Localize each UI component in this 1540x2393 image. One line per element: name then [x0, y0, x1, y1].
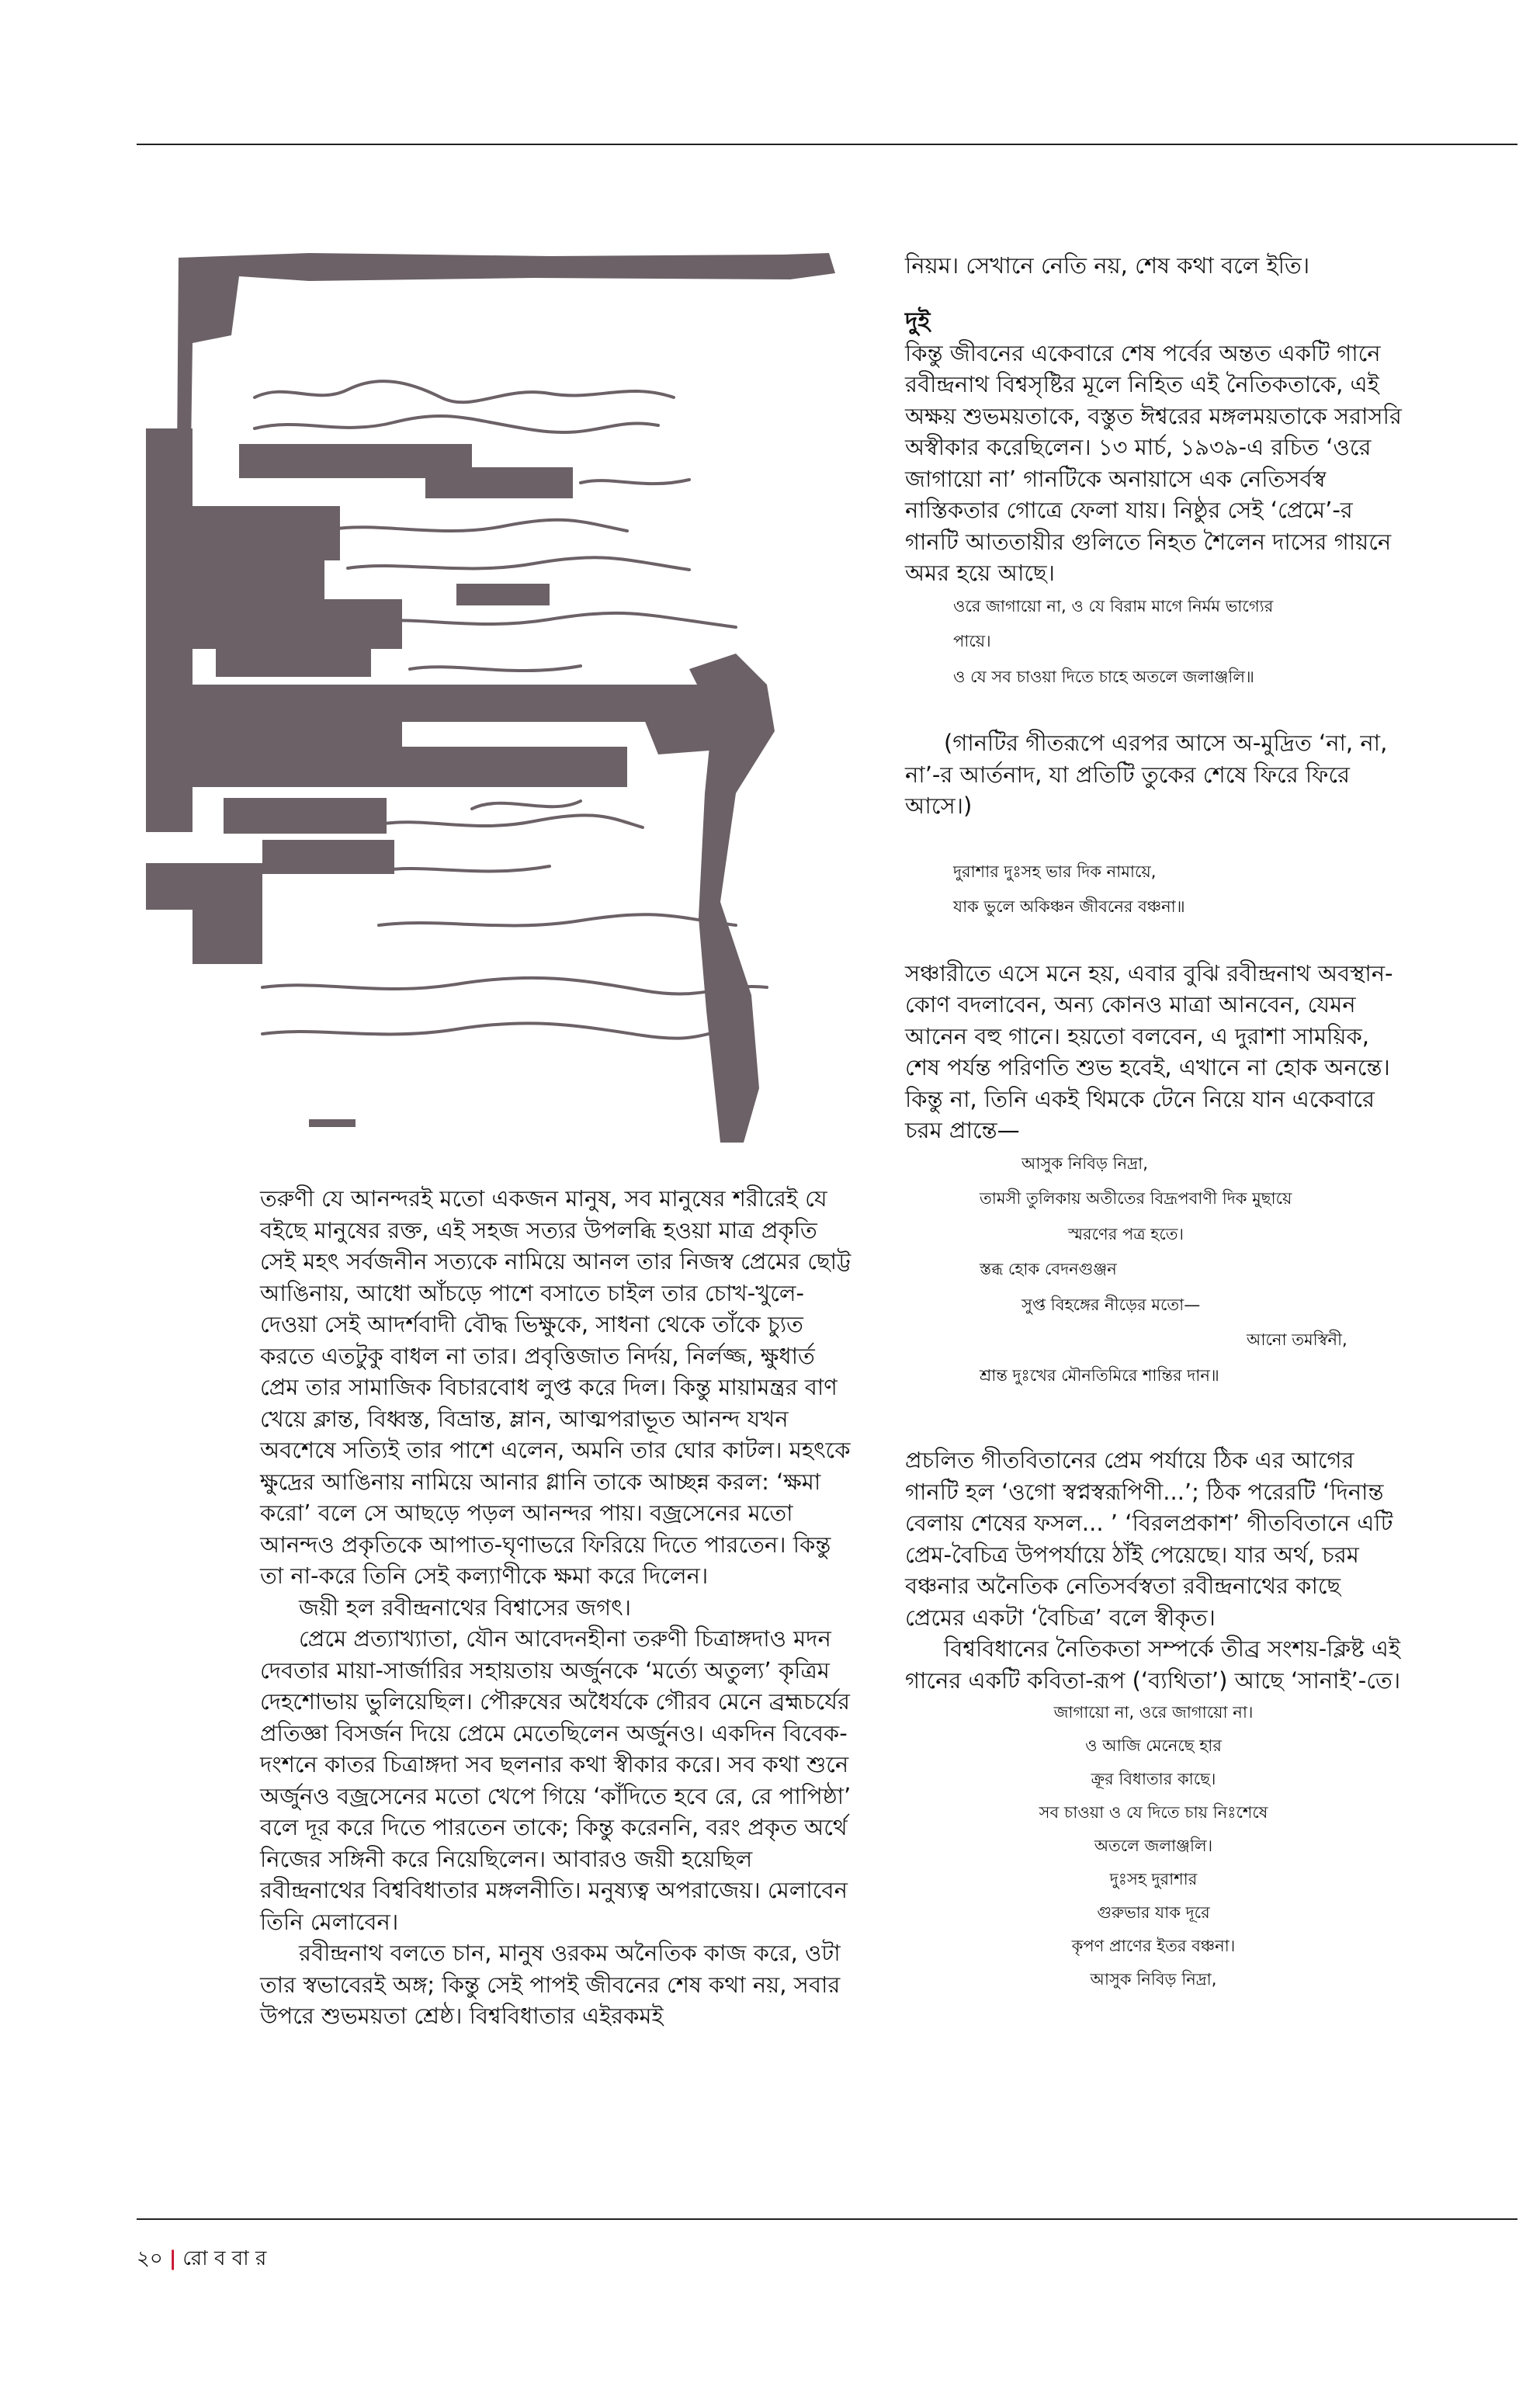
verse-line: আসুক নিবিড় নিদ্রা,: [1090, 1970, 1217, 1989]
verse-line: ওরে জাগায়ো না, ও যে বিরাম মাগে নির্মম ভাগ্যের: [953, 596, 1274, 616]
left-paragraph-1: তরুণী যে আনন্দরই মতো একজন মানুষ, সব মানুষের শরীরেই যে বইছে মানুষের রক্ত, এই সহজ সত্যর উপলব্ধি হওয়া মাত্র প্রকৃতি সেই মহৎ সর্বজনীন সত্যকে নামিয়ে আনল তার নিজস্ব প্রেমের ছোট্ট আঙিনায়, আধো আঁচড়ে পাশে বসাতে চাইল তার চোখ-খুলে-দেওয়া সেই আদর্শবাদী বৌদ্ধ ভিক্ষুকে, সাধনা থেকে তাঁকে চ্যুত করতে এতটুকু বাধল না তার। প্রবৃত্তিজাত নির্দয়, নির্লজ্জ, ক্ষুধার্ত প্রেম তার সামাজিক বিচারবোধ লুপ্ত করে দিল। কিন্তু মায়ামন্ত্রর বাণ খেয়ে ক্লান্ত, বিধ্বস্ত, বিভ্রান্ত, ম্লান, আত্মপরাভূত আনন্দ যখন অবশেষে সত্যিই তার পাশে এলেন, অমনি তার ঘোর কাটল। মহৎকে ক্ষুদ্রের আঙিনায় নামিয়ে আনার গ্লানি তাকে আচ্ছন্ন করল: ‘ক্ষমা করো’ বলে সে আছড়ে পড়ল আনন্দর পায়। বজ্রসেনের মতো আনন্দও প্রকৃতিকে আপাত-ঘৃণাভরে ফিরিয়ে দিতে পারতেন। কিন্তু তা না-করে তিনি সেই কল্যাণীকে ক্ষমা করে দিলেন।: [260, 1185, 852, 1589]
verse-line: অতলে জলাঞ্জলি।: [1094, 1836, 1213, 1855]
manuscript-image: [146, 250, 860, 1144]
verse-line: সুপ্ত বিহঙ্গের নীড়ের মতো—: [1021, 1295, 1201, 1314]
verse-line: দুরাশার দুঃসহ ভার দিক নামায়ে,: [953, 862, 1157, 881]
header-rule: [137, 144, 1517, 145]
footer-rule: [137, 2218, 1517, 2220]
verse-block-1: [905, 589, 1402, 695]
left-column: [260, 1183, 858, 2032]
page-footer: [137, 2242, 266, 2277]
left-paragraph-2: জয়ী হল রবীন্দ্রনাথের বিশ্বাসের জগৎ।: [299, 1594, 631, 1621]
left-paragraph-4: রবীন্দ্রনাথ বলতে চান, মানুষ ওরকম অনৈতিক কাজ করে, ওটা তার স্বভাবেরই অঙ্গ; কিন্তু সেই পাপই জীবনের শেষ কথা নয়, সবার উপরে শুভময়তা শ্রেষ্ঠ। বিশ্ববিধাতার এইরকমই: [260, 1940, 841, 2029]
right-paragraph-3: সঞ্চারীতে এসে মনে হয়, এবার বুঝি রবীন্দ্রনাথ অবস্থান-কোণ বদলাবেন, অন্য কোনও মাত্রা আনবেন, যেমন আনেন বহু গানে। হয়তো বলবেন, এ দুরাশা সাময়িক, শেষ পর্যন্ত পরিণতি শুভ হবেই, এখানে না হোক অনন্তে। কিন্তু না, তিনি একই থিমকে টেনে নিয়ে যান একেবারে চরম প্রান্তে—: [905, 959, 1393, 1143]
footer-separator: |: [168, 2247, 177, 2270]
magazine-name: রো ব বা র: [182, 2247, 267, 2270]
verse-line: তামসী তুলিকায় অতীতের বিদ্রূপবাণী দিক মুছায়ে: [980, 1189, 1292, 1208]
right-paragraph-5: বিশ্ববিধানের নৈতিকতা সম্পর্কে তীব্র সংশয়-ক্লিষ্ট এই গানের একটি কবিতা-রূপ (‘ব্যথিতা’) আছে ‘সানাই’-তে।: [905, 1635, 1401, 1694]
verse-line: স্মরণের পত্র হতে।: [1068, 1224, 1184, 1243]
right-paragraph-2: (গানটির গীতরূপে এরপর আসে অ-মুদ্রিত ‘না, না, না’-র আর্তনাদ, যা প্রতিটি তুকের শেষে ফিরে ফিরে আসে।): [905, 730, 1388, 819]
verse-line: স্তব্ধ হোক বেদনগুঞ্জন: [980, 1260, 1117, 1278]
verse-line: ও আজি মেনেছে হার: [1085, 1736, 1222, 1755]
right-opening-line: নিয়ম। সেখানে নেতি নয়, শেষ কথা বলে ইতি।: [905, 252, 1310, 279]
verse-line: সব চাওয়া ও যে দিতে চায় নিঃশেষে: [1039, 1803, 1268, 1822]
verse-line: আনো তমস্বিনী,: [1247, 1330, 1348, 1349]
verse-line: আসুক নিবিড় নিদ্রা,: [1021, 1153, 1148, 1173]
right-paragraph-4: প্রচলিত গীতবিতানের প্রেম পর্যায়ে ঠিক এর আগের গানটি হল ‘ওগো স্বপ্নস্বরূপিণী...’; ঠিক পরেরটি ‘দিনান্ত বেলায় শেষের ফসল... ’ ‘বিরলপ্রকাশ’ গীতবিতানে এটি প্রেম-বৈচিত্র উপপর্যায়ে ঠাঁই পেয়েছে। যার অর্থ, চরম বঞ্চনার অনৈতিক নেতিসর্বস্বতা রবীন্দ্রনাথের কাছে প্রেমের একটা ‘বৈচিত্র’ বলে স্বীকৃত।: [905, 1447, 1393, 1631]
verse-line: গুরুভার যাক দূরে: [1097, 1903, 1210, 1922]
right-column: [905, 250, 1402, 1996]
verse-block-4: [905, 1696, 1402, 1996]
section-heading: দুই: [905, 307, 931, 335]
verse-line: শ্রান্ত দুঃখের মৌনতিমিরে শান্তির দান॥: [980, 1365, 1219, 1385]
right-paragraph-1: কিন্তু জীবনের একেবারে শেষ পর্বের অন্তত একটি গানে রবীন্দ্রনাথ বিশ্বসৃষ্টির মূলে নিহিত এই নৈতিকতাকে, এই অক্ষয় শুভময়তাকে, বস্তুত ঈশ্বরের মঙ্গলময়তাকে সরাসরি অস্বীকার করেছিলেন। ১৩ মার্চ, ১৯৩৯-এ রচিত ‘ওরে জাগায়ো না’ গানটিকে অনায়াসে এক নেতিসর্বস্ব নাস্তিকতার গোত্রে ফেলা যায়। নিষ্ঠুর সেই ‘প্রেমে’-র গানটি আততায়ীর গুলিতে নিহত শৈলেন দাসের গায়নে অমর হয়ে আছে।: [905, 339, 1402, 586]
verse-line: দুঃসহ দুরাশার: [1109, 1870, 1198, 1888]
verse-line: যাক ভুলে অকিঞ্চন জীবনের বঞ্চনা॥: [953, 897, 1185, 916]
verse-block-2: [905, 855, 1402, 925]
verse-line: পায়ে।: [953, 632, 991, 650]
verse-line: ও যে সব চাওয়া দিতে চাহে অতলে জলাঞ্জলি॥: [953, 667, 1254, 686]
verse-block-3: [905, 1146, 1402, 1394]
page-number: ২০: [137, 2247, 163, 2270]
verse-line: জাগায়ো না, ওরে জাগায়ো না।: [1053, 1703, 1254, 1722]
verse-line: কৃপণ প্রাণের ইতর বঞ্চনা।: [1071, 1937, 1236, 1955]
left-paragraph-3: প্রেমে প্রত্যাখ্যাতা, যৌন আবেদনহীনা তরুণী চিত্রাঙ্গদাও মদন দেবতার মায়া-সার্জারির সহায়তায় অর্জুনকে ‘মর্ত্যে অতুল্য’ কৃত্রিম দেহশোভায় ভুলিয়েছিল। পৌরুষের অধৈর্যকে গৌরব মেনে ব্রহ্মচর্যের প্রতিজ্ঞা বিসর্জন দিয়ে প্রেমে মেতেছিলেন অর্জুনও। একদিন বিবেক-দংশনে কাতর চিত্রাঙ্গদা সব ছলনার কথা স্বীকার করে। সব কথা শুনে অর্জুনও বজ্রসেনের মতো খেপে গিয়ে ‘কাঁদিতে হবে রে, রে পাপিষ্ঠা’ বলে দূর করে দিতে পারতেন তাকে; কিন্তু করেননি, বরং প্রকৃত অর্থে নিজের সঙ্গিনী করে নিয়েছিলেন। আবারও জয়ী হয়েছিল রবীন্দ্রনাথের বিশ্ববিধাতার মঙ্গলনীতি। মনুষ্যত্ব অপরাজেয়। মেলাবেন তিনি মেলাবেন।: [260, 1625, 852, 1935]
verse-line: ক্রূর বিধাতার কাছে।: [1091, 1770, 1216, 1788]
